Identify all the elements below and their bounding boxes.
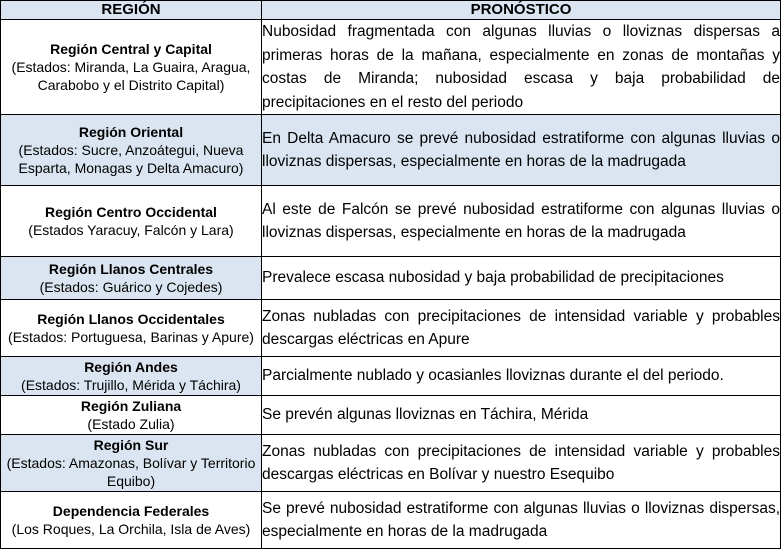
region-states: (Estados: Portuguesa, Barinas y Apure) — [8, 329, 254, 345]
region-name: Región Oriental — [78, 124, 184, 140]
region-cell — [1, 20, 262, 115]
forecast-cell: Se prevén algunas lloviznas en Táchira, Mérida — [262, 396, 781, 435]
table-row — [1, 186, 781, 257]
region-states: (Estado Zulia) — [87, 416, 175, 432]
region-cell — [1, 492, 262, 549]
table-row — [1, 257, 781, 300]
region-name: Región Central y Capital — [50, 41, 212, 57]
region-name: Región Centro Occidental — [45, 204, 217, 220]
forecast-cell: Parcialmente nublado y ocasianles lloviznas durante el del periodo. — [262, 357, 781, 396]
header-row — [1, 1, 781, 20]
forecast-header: PRONÓSTICO — [262, 1, 781, 20]
region-states: (Estados Yaracuy, Falcón y Lara) — [28, 222, 234, 238]
region-name: Región Llanos Centrales — [48, 261, 214, 277]
region-states: (Estados: Trujillo, Mérida y Táchira) — [21, 377, 241, 393]
table-row — [1, 435, 781, 492]
region-name: Región Llanos Occidentales — [37, 311, 225, 327]
region-states: (Los Roques, La Orchila, Isla de Aves) — [11, 521, 251, 537]
region-cell — [1, 396, 262, 435]
forecast-cell: Al este de Falcón se prevé nubosidad estratiforme con algunas lluvias o lloviznas dispersas, especialmente en horas de la madrugada — [262, 186, 781, 257]
forecast-cell: Nubosidad fragmentada con algunas lluvias o lloviznas dispersas a primeras horas de la mañana, especialmente en zonas de montañas y costas de Miranda; nubosidad escasa y baja probabilidad de precipitaciones en el resto del periodo — [262, 20, 781, 115]
table-row — [1, 20, 781, 115]
forecast-cell: En Delta Amacuro se prevé nubosidad estratiforme con algunas lluvias o lloviznas dispersas, especialmente en horas de la madrugada — [262, 115, 781, 186]
region-name: Región Sur — [93, 437, 169, 453]
region-cell — [1, 357, 262, 396]
region-cell — [1, 435, 262, 492]
table-row — [1, 300, 781, 357]
region-states: (Estados: Miranda, La Guaira, Aragua, Carabobo y el Distrito Capital) — [11, 59, 251, 93]
region-cell — [1, 186, 262, 257]
forecast-cell: Zonas nubladas con precipitaciones de intensidad variable y probables descargas eléctricas en Apure — [262, 300, 781, 357]
region-name: Región Andes — [84, 359, 178, 375]
table-row — [1, 492, 781, 549]
forecast-cell: Prevalece escasa nubosidad y baja probabilidad de precipitaciones — [262, 257, 781, 300]
region-states: (Estados: Amazonas, Bolívar y Territorio Equibo) — [6, 455, 256, 489]
region-cell — [1, 115, 262, 186]
forecast-cell: Zonas nubladas con precipitaciones de intensidad variable y probables descargas eléctricas en Bolívar y nuestro Esequibo — [262, 435, 781, 492]
region-name: Dependencia Federales — [52, 503, 210, 519]
forecast-cell: Se prevé nubosidad estratiforme con algunas lluvias o lloviznas dispersas, especialmente en horas de la madrugada — [262, 492, 781, 549]
table-row — [1, 115, 781, 186]
region-name: Región Zuliana — [80, 398, 182, 414]
region-cell — [1, 300, 262, 357]
region-cell — [1, 257, 262, 300]
region-header: REGIÓN — [1, 1, 262, 20]
region-states: (Estados: Sucre, Anzoátegui, Nueva Esparta, Monagas y Delta Amacuro) — [18, 142, 244, 176]
table-row — [1, 396, 781, 435]
table-row — [1, 357, 781, 396]
region-states: (Estados: Guárico y Cojedes) — [39, 279, 223, 295]
